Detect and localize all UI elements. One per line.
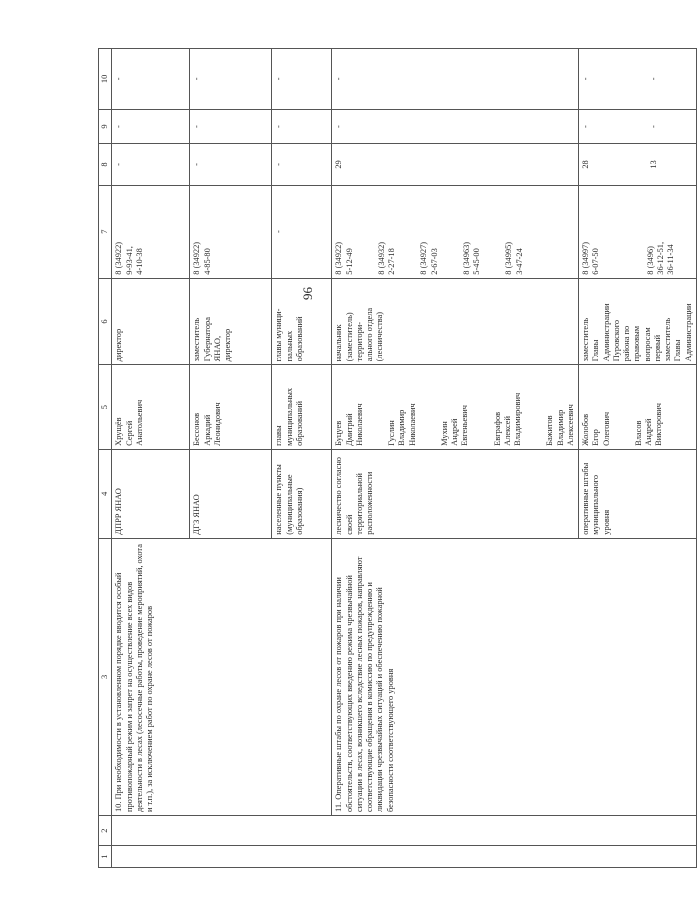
col9-cell: - [332, 109, 579, 144]
person-cell [272, 365, 332, 450]
col1-cell [112, 846, 697, 868]
position-text: заместитель Главы Администрации Пуровского района по правовым вопросам [581, 303, 652, 362]
col9-cell: - [112, 109, 190, 144]
person-name: Бажитов Владимир Алексеевич [545, 404, 575, 446]
person-name: Власов Андрей Викторович [633, 403, 664, 446]
org-cell: ДГЗ ЯНАО [190, 449, 272, 538]
col9-value: - [649, 125, 659, 128]
col9-cell [579, 109, 697, 144]
org-cell: населенные пункты (муниципальные образования) [272, 449, 332, 538]
position-cell [579, 278, 697, 365]
header-cell-9: 9 [99, 109, 112, 144]
header-cell-10: 10 [99, 49, 112, 110]
phone-text: 8 (34932) 2-27-18 [376, 241, 396, 275]
phone-text: 8 (34922) 4-85-80 [192, 241, 212, 275]
person-cell [190, 365, 272, 450]
position-cell [190, 278, 272, 365]
person-name: Хрущёв Сергей Анатольевич [114, 399, 144, 446]
person-name: Евграфов Алексей Владимирович [492, 392, 522, 446]
table-row [112, 49, 190, 868]
person-name: Мухин Андрей Евгеньевич [439, 405, 470, 446]
position-text: заместитель Губернатора ЯНАО, директор [192, 317, 232, 362]
col9-cell: - [272, 109, 332, 144]
col10-cell: - [332, 49, 579, 110]
page-number: 96 [300, 287, 315, 300]
phone-cell: - [272, 185, 332, 278]
header-cell-4: 4 [99, 449, 112, 538]
header-cell-2: 2 [99, 816, 112, 846]
col10-cell: - [272, 49, 332, 110]
person-name: Буцуев Дмитрий Николаевич [334, 403, 364, 446]
header-cell-8: 8 [99, 144, 112, 185]
phone-cell [579, 185, 697, 278]
col8-cell: - [272, 144, 332, 185]
person-name: главы муниципальных образований [274, 387, 304, 446]
header-cell-5: 5 [99, 365, 112, 450]
phone-text: 8 (34922) 5-12-49 [334, 241, 354, 275]
col10-value: - [649, 77, 659, 81]
header-cell-3: 3 [99, 538, 112, 815]
col10-cell: - [190, 49, 272, 110]
phone-cell [332, 185, 579, 278]
header-row [99, 49, 112, 868]
col8-value: 13 [649, 160, 659, 169]
person-name: Жолобов Егор Олегович [581, 411, 611, 446]
col8-cell [579, 144, 697, 185]
table-row [332, 49, 579, 868]
col9-cell: - [190, 109, 272, 144]
org-cell: лесничество согласно своей территориальной расположенности [332, 449, 579, 538]
col8-value: 28 [581, 160, 590, 169]
person-name: Гуслин Владимир Николаевич [387, 403, 417, 446]
phone-text: 8 (34995) 3-47-24 [504, 241, 524, 275]
col8-cell: 29 [332, 144, 579, 185]
position-cell [112, 278, 190, 365]
phone-text: 8 (34997) 6-07-50 [581, 241, 601, 275]
phone-text: 8 (34922) 9-93-41, 4-10-38 [114, 241, 144, 275]
col9-value: - [581, 125, 590, 128]
position-text: первый заместитель Главы Администрации [652, 303, 693, 362]
person-cell [112, 365, 190, 450]
col2-cell [112, 816, 697, 846]
col10-value: - [581, 77, 590, 81]
col8-cell: - [112, 144, 190, 185]
forest-fire-response-table [98, 48, 697, 868]
phone-cell [190, 185, 272, 278]
measure-10-text: 10. При необходимости в установленном порядке вводится особый противопожарный режим и запрет на осуществление всех видов деятельности в лесах (лесосечные работы, проведение мероприятий, охота и т.п.), за исключением работ по охране лесов от пожаров [112, 538, 332, 815]
position-cell [272, 278, 332, 365]
phone-text: 8 (34927) 2-67-03 [419, 241, 439, 275]
header-cell-6: 6 [99, 278, 112, 365]
phone-text: 8 (3496) 36-12-51, 36-11-34 [645, 241, 675, 275]
position-text: начальник (заместитель) территори- ального отдела (лесничества) [334, 307, 385, 362]
col10-cell: - [112, 49, 190, 110]
rotated-page [98, 48, 693, 868]
person-cell [579, 365, 697, 450]
position-text: директор [114, 328, 124, 362]
header-cell-1: 1 [99, 846, 112, 868]
position-cell [332, 278, 579, 365]
org-cell: ДПРР ЯНАО [112, 449, 190, 538]
position-text: главы муници- пальных образований [274, 308, 304, 362]
phone-text: 8 (34963) 5-45-00 [461, 241, 481, 275]
person-name: Бессонов Аркадий Леонидович [192, 402, 222, 446]
org-cell: оперативные штабы муниципального уровня [579, 449, 697, 538]
measure-11-text: 11. Оперативные штабы по охране лесов от пожаров при наличии обстоятельств, соответствующих введению режима чрезвычайной ситуации в лесах, возникшего вследствие лесных пожаров, направляют соответствующие обращения в комиссию по предупреждению и ликвидации чрезвычайных ситуаций и обеспечению пожарной безопасности соответствующего уровня [332, 538, 697, 815]
col8-cell: - [190, 144, 272, 185]
header-cell-7: 7 [99, 185, 112, 278]
col10-cell [579, 49, 697, 110]
phone-cell [112, 185, 190, 278]
person-cell [332, 365, 579, 450]
